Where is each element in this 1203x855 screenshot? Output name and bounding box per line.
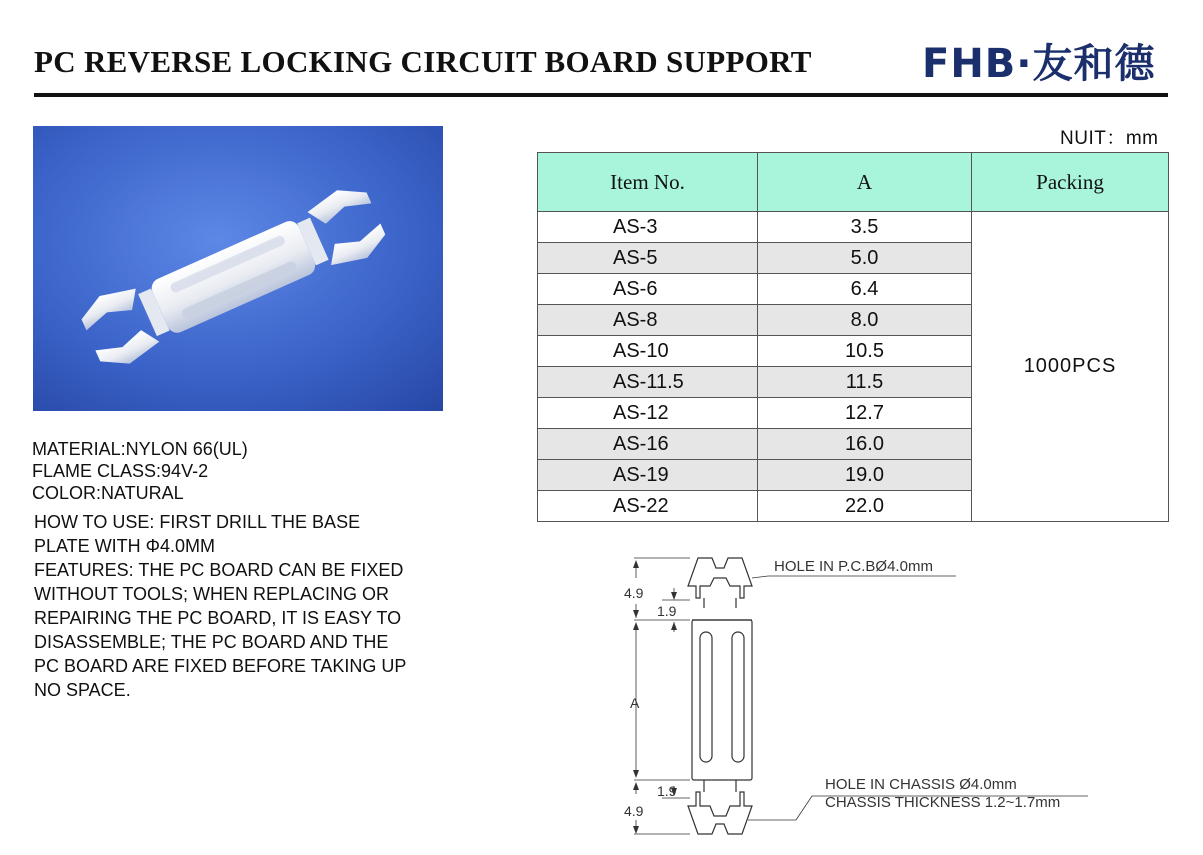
header-a: A bbox=[758, 153, 972, 212]
a-cell: 12.7 bbox=[758, 398, 972, 429]
dim-top-outer: 4.9 bbox=[624, 585, 644, 601]
title-divider bbox=[34, 93, 1168, 97]
a-cell: 19.0 bbox=[758, 460, 972, 491]
unit-label: NUIT：mm bbox=[1060, 128, 1159, 149]
spec-table bbox=[537, 152, 1169, 522]
item-cell: AS-3 bbox=[538, 212, 758, 243]
header-item-no: Item No. bbox=[538, 153, 758, 212]
dim-bottom-outer: 4.9 bbox=[624, 803, 644, 819]
a-cell: 3.5 bbox=[758, 212, 972, 243]
spec-material: MATERIAL:NYLON 66(UL) bbox=[32, 439, 248, 459]
header-packing: Packing bbox=[972, 153, 1169, 212]
a-cell: 8.0 bbox=[758, 305, 972, 336]
spec-flame-class: FLAME CLASS:94V-2 bbox=[32, 461, 209, 481]
a-cell: 11.5 bbox=[758, 367, 972, 398]
usage-line: REPAIRING THE PC BOARD, IT IS EASY TO bbox=[34, 608, 402, 628]
a-cell: 16.0 bbox=[758, 429, 972, 460]
a-cell: 5.0 bbox=[758, 243, 972, 274]
dim-top-inner: 1.9 bbox=[657, 603, 677, 619]
item-cell: AS-22 bbox=[538, 491, 758, 522]
a-cell: 10.5 bbox=[758, 336, 972, 367]
dimension-drawing bbox=[600, 548, 1120, 853]
item-cell: AS-12 bbox=[538, 398, 758, 429]
product-photo bbox=[33, 126, 443, 411]
table-row bbox=[538, 212, 1169, 243]
bottom-locking-head bbox=[688, 792, 752, 834]
item-cell: AS-10 bbox=[538, 336, 758, 367]
packing-cell: 1000PCS bbox=[972, 212, 1169, 522]
usage-line: HOW TO USE: FIRST DRILL THE BASE bbox=[34, 512, 361, 532]
dim-bottom-inner: 1.9 bbox=[657, 783, 677, 799]
hole-pcb-label: HOLE IN P.C.BØ4.0mm bbox=[774, 558, 933, 575]
item-cell: AS-5 bbox=[538, 243, 758, 274]
usage-line: FEATURES: THE PC BOARD CAN BE FIXED bbox=[34, 560, 404, 580]
a-cell: 6.4 bbox=[758, 274, 972, 305]
usage-line: PLATE WITH Φ4.0MM bbox=[34, 536, 216, 556]
material-specs bbox=[32, 438, 248, 504]
support-body bbox=[692, 620, 752, 780]
usage-line: DISASSEMBLE; THE PC BOARD AND THE bbox=[34, 632, 389, 652]
item-cell: AS-19 bbox=[538, 460, 758, 491]
dim-a: A bbox=[630, 695, 640, 711]
item-cell: AS-6 bbox=[538, 274, 758, 305]
item-cell: AS-8 bbox=[538, 305, 758, 336]
usage-line: PC BOARD ARE FIXED BEFORE TAKING UP bbox=[34, 656, 407, 676]
brand-logo: FHB·友和德 bbox=[922, 41, 1156, 87]
usage-description bbox=[34, 510, 474, 702]
item-cell: AS-16 bbox=[538, 429, 758, 460]
spec-color: COLOR:NATURAL bbox=[32, 483, 184, 503]
top-locking-head bbox=[688, 558, 752, 598]
page-title: PC REVERSE LOCKING CIRCUIT BOARD SUPPORT bbox=[34, 44, 812, 79]
hole-chassis-label: HOLE IN CHASSIS Ø4.0mm bbox=[825, 776, 1017, 793]
chassis-thickness-label: CHASSIS THICKNESS 1.2~1.7mm bbox=[825, 794, 1061, 811]
table-header-row bbox=[538, 153, 1169, 212]
usage-line: WITHOUT TOOLS; WHEN REPLACING OR bbox=[34, 584, 390, 604]
item-cell: AS-11.5 bbox=[538, 367, 758, 398]
usage-line: NO SPACE. bbox=[34, 680, 131, 700]
a-cell: 22.0 bbox=[758, 491, 972, 522]
